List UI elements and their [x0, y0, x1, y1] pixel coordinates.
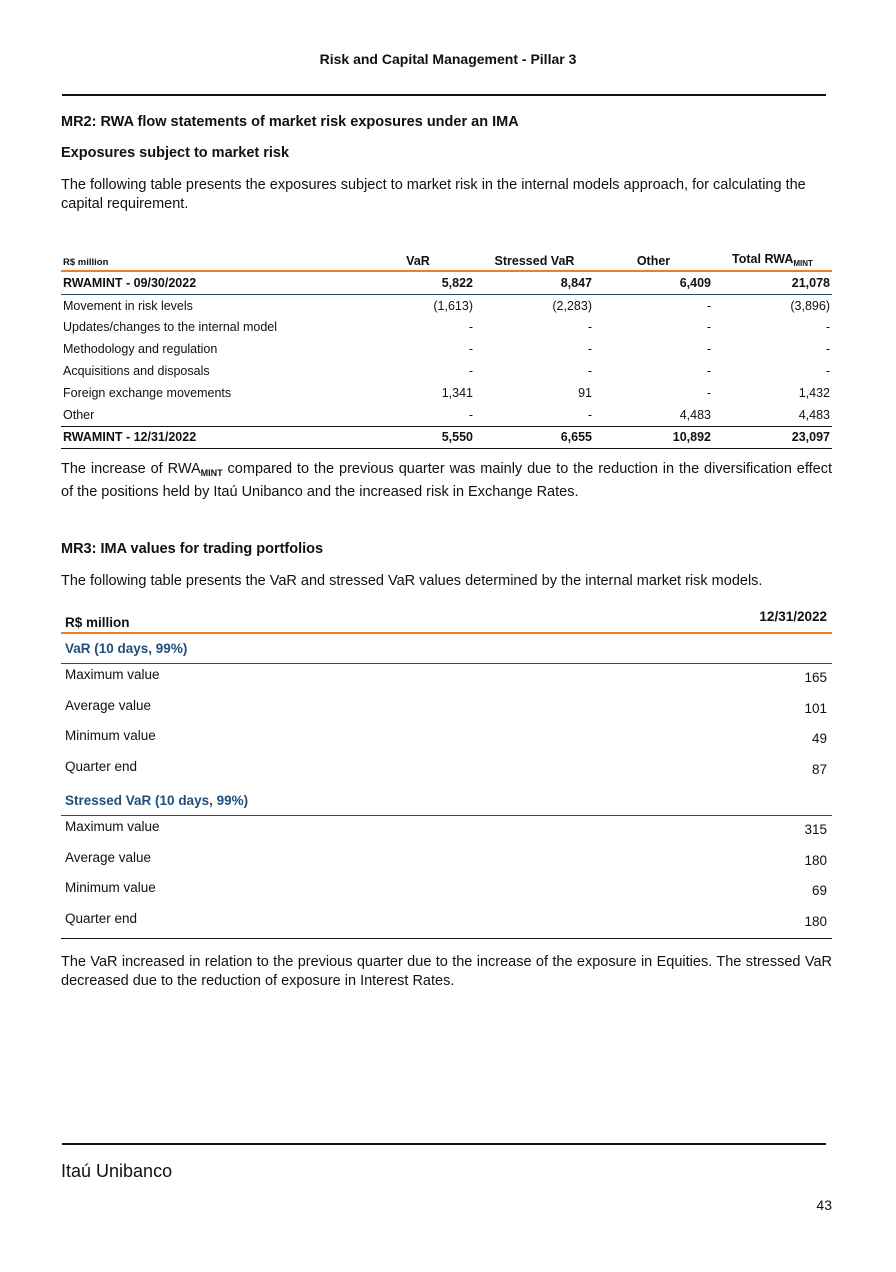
mr2-intro: The following table presents the exposures subject to market risk in the internal models approach, for calculating the capital requirement.	[61, 177, 806, 212]
mr2-cell-var: -	[468, 364, 473, 379]
mr2-col-svar: Stressed VaR	[475, 248, 594, 271]
mr2-cell-other: 6,409	[594, 271, 713, 294]
mr2-heading: MR2: RWA flow statements of market risk exposures under an IMA	[61, 114, 519, 130]
mr2-row-label: Acquisitions and disposals	[63, 364, 210, 379]
mr3-row	[61, 728, 832, 758]
mr2-cell-var: 5,822	[361, 271, 475, 294]
mr2-row	[61, 426, 832, 449]
mr2-cell-total: (3,896)	[790, 298, 830, 313]
mr2-header-row	[61, 248, 832, 271]
mr2-row	[61, 382, 832, 404]
mr3-row	[61, 759, 832, 789]
mr2-cell-var: 1,341	[441, 385, 473, 400]
mr2-table	[61, 248, 832, 449]
mr3-row-label: Average value	[65, 849, 152, 865]
mr2-cell-svar: 91	[578, 385, 592, 400]
mr2-cell-total: -	[825, 342, 830, 357]
mr3-row-value: 165	[804, 670, 827, 685]
mr3-intro: The following table presents the VaR and stressed VaR values determined by the internal market risk models.	[61, 573, 763, 589]
mr2-col-total: Total $RWA_{MINT}$	[713, 248, 832, 271]
mr2-cell-svar: 8,847	[475, 271, 594, 294]
page-header-title: Risk and Capital Management - Pillar 3	[319, 51, 577, 67]
mr2-cell-total: 4,483	[798, 407, 830, 422]
mr2-row-label: Movement in risk levels	[63, 298, 193, 313]
mr2-cell-svar: (2,283)	[552, 298, 592, 313]
mr2-row	[61, 317, 832, 339]
header-rule	[62, 94, 826, 96]
mr2-row-label: Updates/changes to the internal model	[63, 320, 278, 335]
mr2-cell-other: -	[706, 385, 711, 400]
mr3-row-value: 180	[804, 852, 827, 868]
mr2-cell-other: 10,892	[594, 426, 713, 449]
mr2-cell-total: 1,432	[798, 385, 830, 400]
mr3-note: The VaR increased in relation to the previous quarter due to the increase of the exposure in Equities. The stressed VaR decreased due to the reduction of exposure in Interest Rates.	[61, 954, 832, 989]
mr3-row-value: 49	[811, 731, 827, 746]
mr3-row-label: Minimum value	[65, 728, 156, 743]
mr2-cell-total: -	[825, 364, 830, 379]
mr2-cell-other: -	[706, 342, 711, 357]
mr3-row	[61, 667, 832, 697]
mr2-row	[61, 338, 832, 360]
mr3-row-value: 87	[811, 761, 827, 777]
mr3-row-label: Maximum value	[65, 819, 160, 834]
mr2-row	[61, 294, 832, 316]
mr2-row-label: RWAMINT - 12/31/2022	[61, 426, 361, 449]
mr2-cell-total: -	[825, 320, 830, 335]
mr2-row	[61, 360, 832, 382]
mr2-row-label: RWAMINT - 09/30/2022	[61, 271, 361, 294]
mr2-note: The increase of $RWA_{MINT}$ compared to the previous quarter was mainly due to the reduction in the diversification effect of the positions held by Itaú Unibanco and the increased risk in Exchange Rates.	[61, 461, 833, 500]
mr2-cell-other: -	[706, 320, 711, 335]
mr3-section-label: Stressed VaR (10 days, 99%)	[65, 793, 249, 808]
mr3-row	[61, 819, 832, 849]
mr3-row-value: 69	[811, 883, 827, 898]
mr3-section-label: VaR (10 days, 99%)	[65, 641, 188, 656]
mr3-row	[61, 880, 832, 910]
mr2-row	[61, 404, 832, 426]
mr2-subheading: Exposures subject to market risk	[61, 145, 290, 161]
mr3-row-value: 315	[804, 822, 827, 837]
mr3-row	[61, 911, 832, 941]
mr3-col-date: 12/31/2022	[759, 609, 827, 624]
mr3-row	[61, 698, 832, 728]
mr2-row	[61, 271, 832, 294]
mr3-heading: MR3: IMA values for trading portfolios	[61, 541, 324, 557]
footer-rule	[62, 1143, 826, 1145]
mr2-cell-other: -	[706, 364, 711, 379]
mr2-row-label: Methodology and regulation	[63, 342, 218, 357]
mr2-cell-total: 21,078	[713, 271, 832, 294]
mr2-cell-svar: -	[587, 342, 592, 357]
mr3-col-unit: R$ million	[65, 615, 130, 630]
mr2-cell-svar: -	[587, 320, 592, 335]
mr2-cell-svar: 6,655	[475, 426, 594, 449]
mr3-table-header	[61, 600, 832, 634]
mr2-col-other: Other	[594, 248, 713, 271]
mr3-row-value: 101	[804, 700, 827, 716]
mr2-cell-var: -	[468, 407, 473, 422]
mr2-cell-var: -	[468, 320, 473, 335]
mr2-col-unit: R$ million	[61, 248, 361, 271]
mr3-section-rule	[61, 815, 832, 816]
mr2-cell-var: -	[468, 342, 473, 357]
page-number: 43	[816, 1197, 832, 1213]
mr2-col-var: VaR	[361, 248, 475, 271]
mr2-cell-svar: -	[587, 364, 592, 379]
mr3-row-label: Quarter end	[65, 910, 138, 926]
mr2-row-label: Other	[63, 407, 95, 422]
mr2-row-label: Foreign exchange movements	[63, 385, 232, 400]
footer-company: Itaú Unibanco	[61, 1161, 173, 1181]
mr3-section-rule	[61, 663, 832, 664]
mr3-row-label: Minimum value	[65, 880, 156, 895]
mr3-row-label: Average value	[65, 697, 152, 713]
mr3-row-label: Quarter end	[65, 758, 138, 774]
mr2-cell-var: (1,613)	[433, 298, 473, 313]
mr3-row	[61, 850, 832, 880]
mr2-cell-total: 23,097	[713, 426, 832, 449]
mr3-row-label: Maximum value	[65, 667, 160, 682]
mr2-cell-svar: -	[587, 407, 592, 422]
mr3-table-end-rule	[61, 938, 832, 939]
mr2-cell-var: 5,550	[361, 426, 475, 449]
mr2-cell-other: -	[706, 298, 711, 313]
mr2-cell-other: 4,483	[679, 407, 711, 422]
mr3-row-value: 180	[804, 913, 827, 929]
